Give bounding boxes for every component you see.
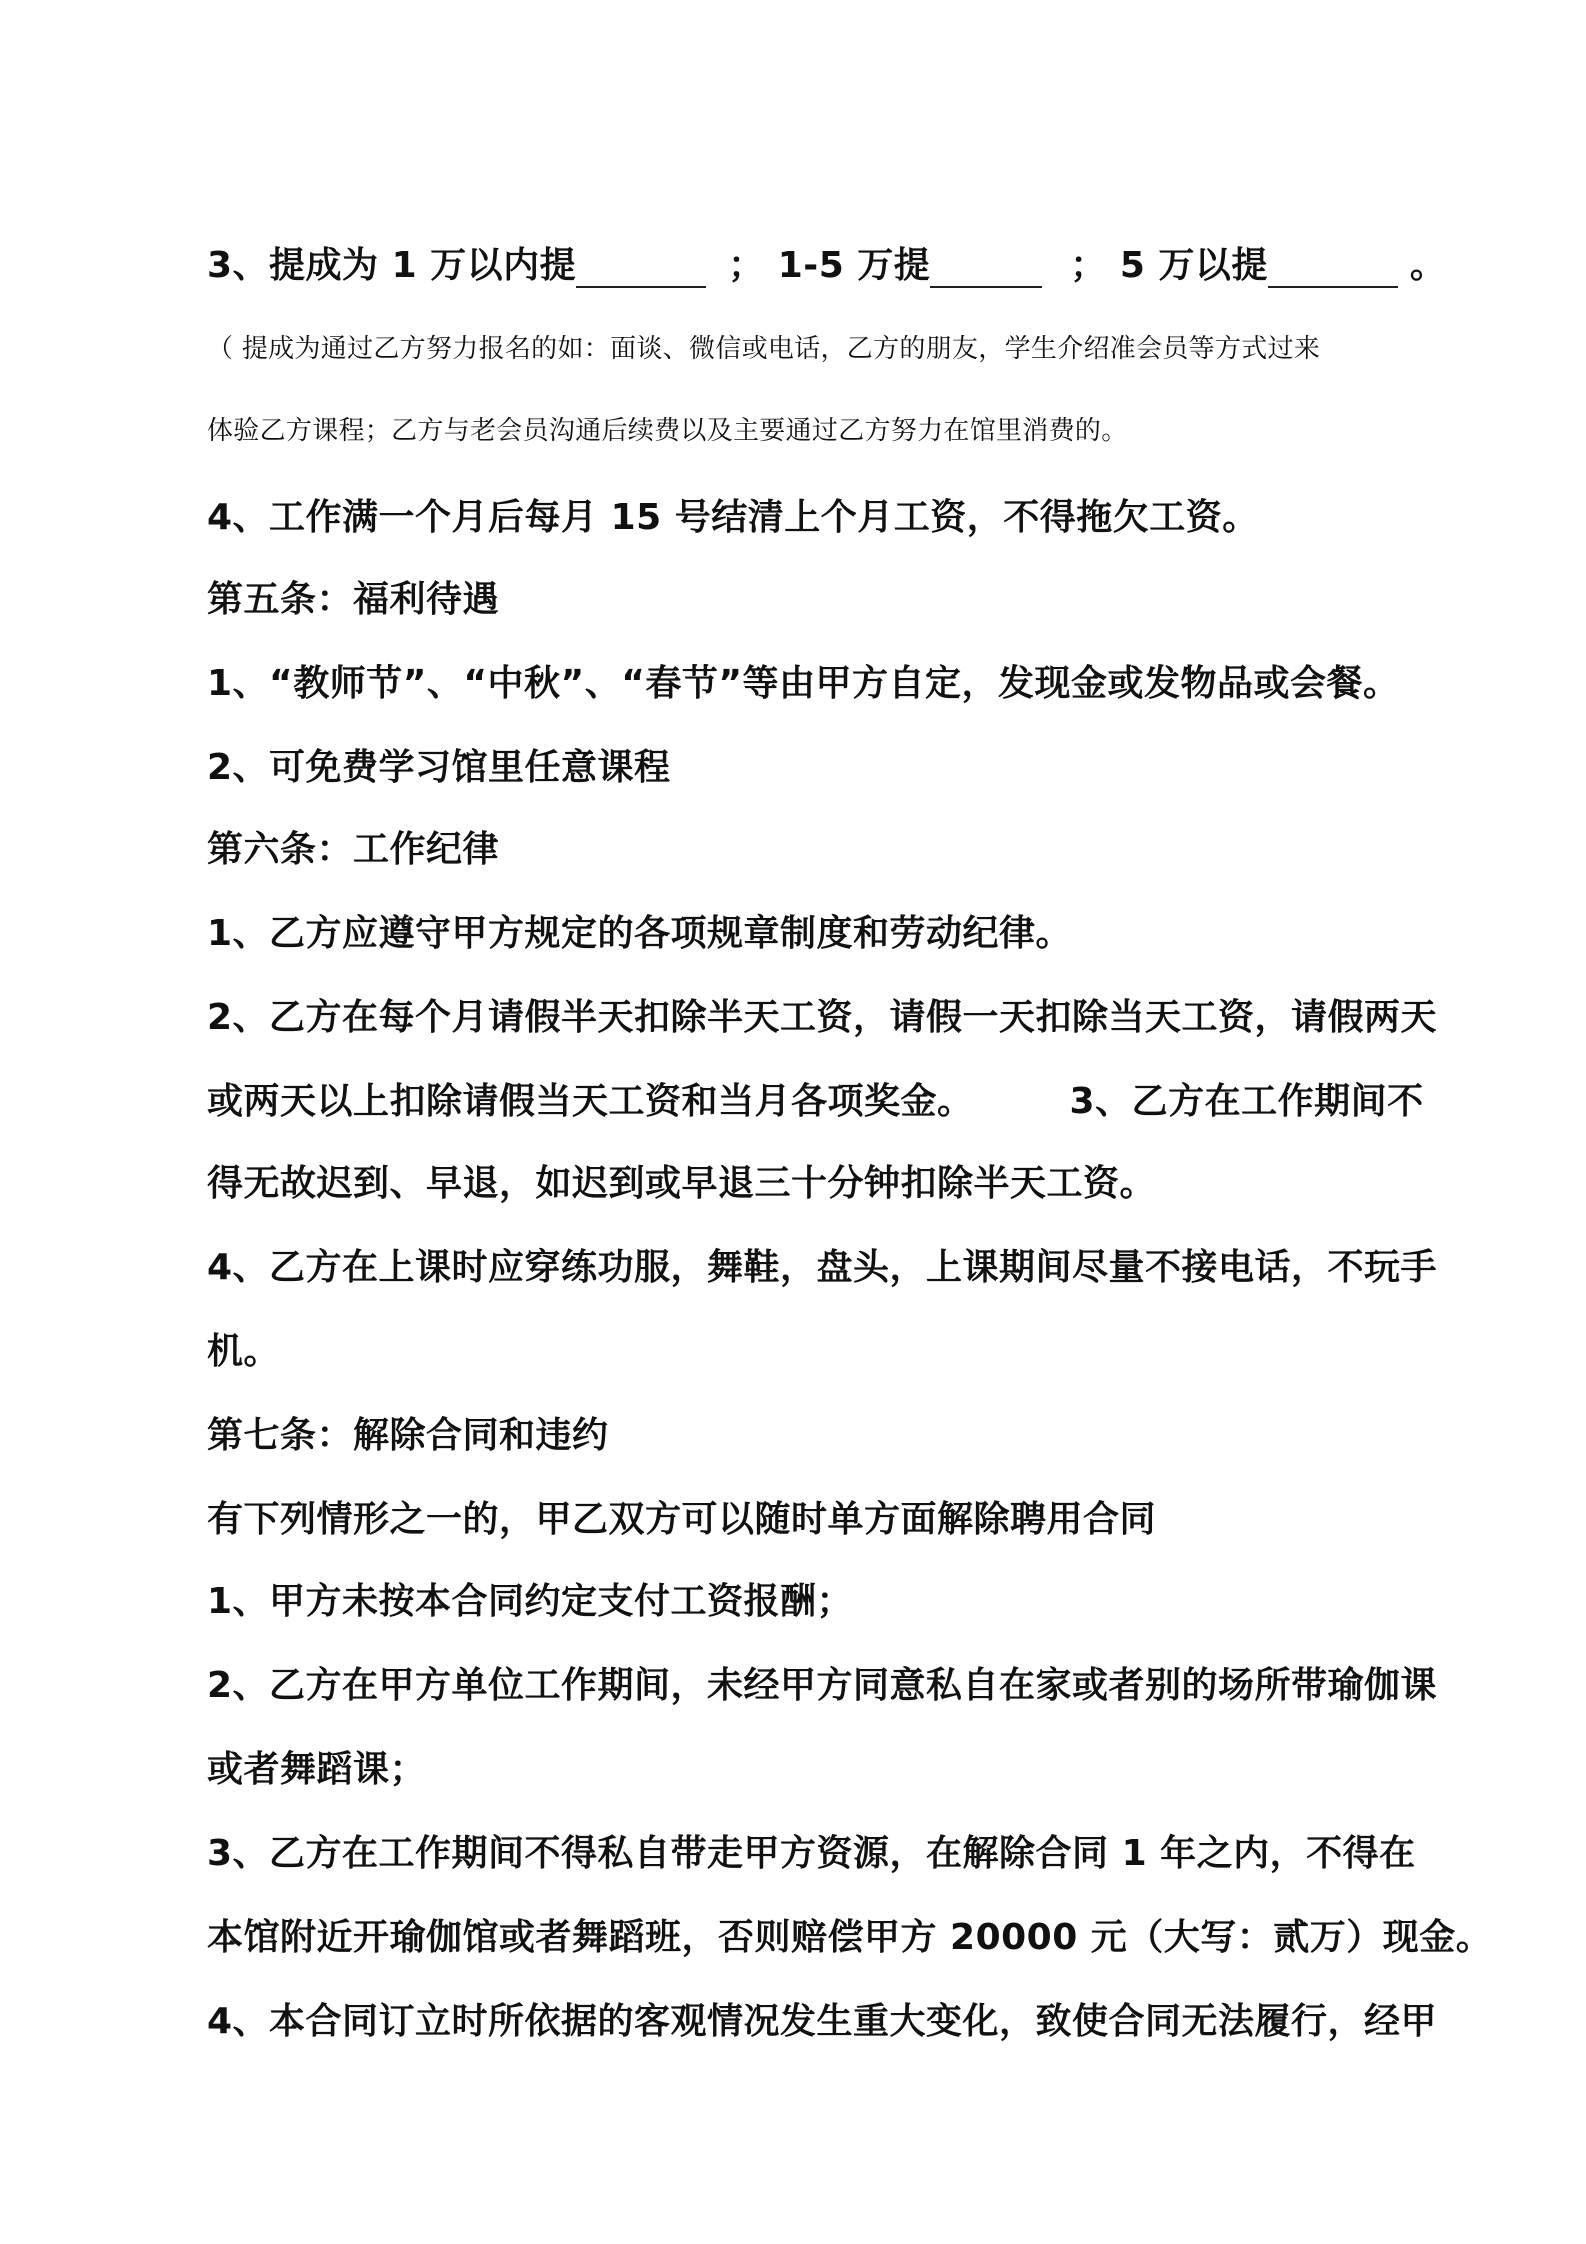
article-7-item-4-line-1: 4、本合同订立时所依据的客观情况发生重大变化，致使合同无法履行，经甲 xyxy=(207,2001,1438,2042)
clause-4-salary: 4、工作满一个月后每月 15 号结清上个月工资，不得拖欠工资。 xyxy=(207,497,1259,538)
blank-tier3 xyxy=(1268,252,1398,288)
article-6-item-2-end: 或两天以上扣除请假当天工资和当月各项奖金。 xyxy=(207,1081,974,1122)
article-5-item-1: 1、“教师节”、“中秋”、“春节”等由甲方自定，发现金或发物品或会餐。 xyxy=(207,663,1400,704)
commission-text-tier2: ； 1-5 万提 xyxy=(728,245,931,286)
article-5-title: 第五条：福利待遇 xyxy=(207,579,500,620)
article-5-item-2: 2、可免费学习馆里任意课程 xyxy=(207,747,671,788)
article-6-item-1: 1、乙方应遵守甲方规定的各项规章制度和劳动纪律。 xyxy=(207,913,1073,954)
article-7-item-1: 1、甲方未按本合同约定支付工资报酬； xyxy=(207,1581,854,1622)
article-7-item-3-line-2: 本馆附近开瑜伽馆或者舞蹈班，否则赔偿甲方 20000 元（大写：贰万）现金。 xyxy=(207,1917,1493,1958)
article-7-item-2-line-1: 2、乙方在甲方单位工作期间，未经甲方同意私自在家或者别的场所带瑜伽课 xyxy=(207,1665,1438,1706)
blank-tier2 xyxy=(930,252,1042,288)
article-7-title: 第七条：解除合同和违约 xyxy=(207,1415,609,1456)
article-6-item-2-line-1: 2、乙方在每个月请假半天扣除半天工资，请假一天扣除当天工资，请假两天 xyxy=(207,997,1438,1038)
note-line-1: （ 提成为通过乙方努力报名的如：面谈、微信或电话，乙方的朋友，学生介绍准会员等方式过来 xyxy=(207,334,1321,364)
article-7-intro: 有下列情形之一的，甲乙双方可以随时单方面解除聘用合同 xyxy=(207,1499,1157,1540)
article-7-item-2-line-2: 或者舞蹈课； xyxy=(207,1749,427,1790)
article-7-item-3-line-1: 3、乙方在工作期间不得私自带走甲方资源，在解除合同 1 年之内，不得在 xyxy=(207,1833,1416,1874)
article-6-item-2-line-2 xyxy=(207,1080,1424,1124)
article-6-item-4-line-2: 机。 xyxy=(207,1331,281,1372)
commission-text-tier1: 3、提成为 1 万以内提 xyxy=(207,245,577,286)
blank-tier1 xyxy=(576,252,706,288)
article-6-title: 第六条：工作纪律 xyxy=(207,829,500,870)
commission-text-tier3: ； 5 万以提 xyxy=(1070,245,1268,286)
article-6-item-3-line-2: 得无故迟到、早退，如迟到或早退三十分钟扣除半天工资。 xyxy=(207,1163,1157,1204)
article-6-item-4-line-1: 4、乙方在上课时应穿练功服，舞鞋，盘头，上课期间尽量不接电话，不玩手 xyxy=(207,1247,1438,1288)
commission-clause xyxy=(207,244,1446,288)
note-line-2: 体验乙方课程；乙方与老会员沟通后续费以及主要通过乙方努力在馆里消费的。 xyxy=(207,416,1128,446)
commission-end: 。 xyxy=(1409,245,1447,286)
article-6-item-3-start: 3、乙方在工作期间不 xyxy=(1069,1081,1424,1122)
